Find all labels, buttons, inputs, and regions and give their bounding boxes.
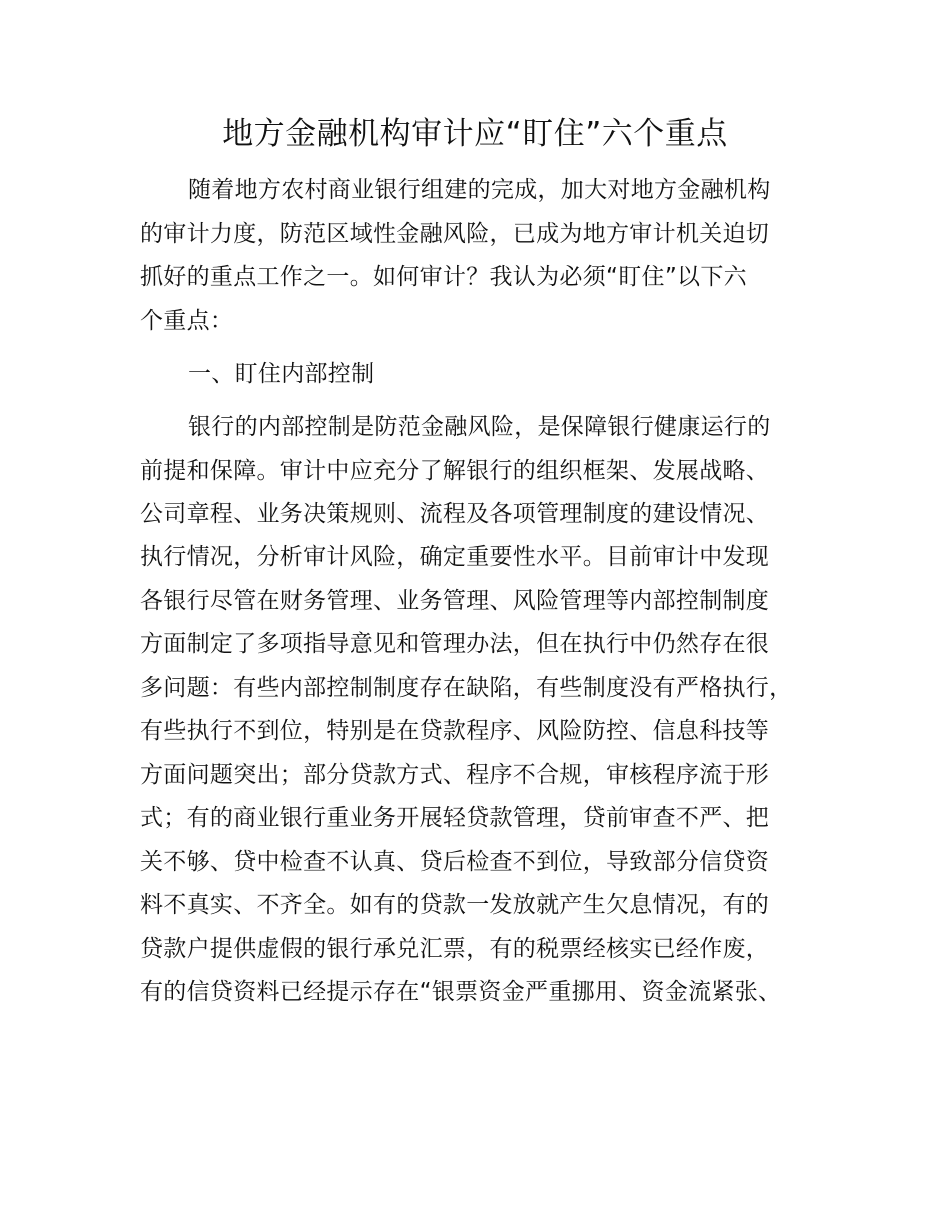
paragraph-line: 个重点： bbox=[140, 308, 234, 334]
paragraph-line: 银行的内部控制是防范金融风险，是保障银行健康运行的 bbox=[188, 414, 771, 440]
paragraph-line: 随着地方农村商业银行组建的完成，加大对地方金融机构 bbox=[188, 177, 771, 203]
paragraph-line: 方面制定了多项指导意见和管理办法，但在执行中仍然存在很 bbox=[140, 631, 770, 657]
paragraph-line: 抓好的重点工作之一。如何审计？我认为必须“盯住”以下六 bbox=[140, 264, 747, 290]
paragraph-line: 式；有的商业银行重业务开展轻贷款管理，贷前审查不严、把 bbox=[140, 805, 770, 831]
document-title: 地方金融机构审计应“盯住”六个重点 bbox=[222, 116, 728, 152]
paragraph-line: 公司章程、业务决策规则、流程及各项管理制度的建设情况、 bbox=[140, 501, 770, 527]
paragraph-line: 的审计力度，防范区域性金融风险，已成为地方审计机关迫切 bbox=[140, 221, 770, 247]
paragraph-line: 执行情况，分析审计风险，确定重要性水平。目前审计中发现 bbox=[140, 544, 770, 570]
paragraph-line: 有的信贷资料已经提示存在“银票资金严重挪用、资金流紧张、 bbox=[140, 979, 782, 1005]
paragraph-line: 方面问题突出；部分贷款方式、程序不合规，审核程序流于形 bbox=[140, 762, 770, 788]
section-heading: 一、盯住内部控制 bbox=[188, 361, 375, 387]
paragraph-line: 关不够、贷中检查不认真、贷后检查不到位，导致部分信贷资 bbox=[140, 849, 770, 875]
paragraph-line: 贷款户提供虚假的银行承兑汇票，有的税票经核实已经作废， bbox=[140, 936, 770, 962]
paragraph-line: 各银行尽管在财务管理、业务管理、风险管理等内部控制制度 bbox=[140, 588, 770, 614]
paragraph-line: 前提和保障。审计中应充分了解银行的组织框架、发展战略、 bbox=[140, 458, 770, 484]
paragraph-line: 料不真实、不齐全。如有的贷款一发放就产生欠息情况，有的 bbox=[140, 892, 770, 918]
paragraph-line: 有些执行不到位，特别是在贷款程序、风险防控、信息科技等 bbox=[140, 718, 770, 744]
paragraph-line: 多问题：有些内部控制制度存在缺陷，有些制度没有严格执行， bbox=[140, 675, 793, 701]
